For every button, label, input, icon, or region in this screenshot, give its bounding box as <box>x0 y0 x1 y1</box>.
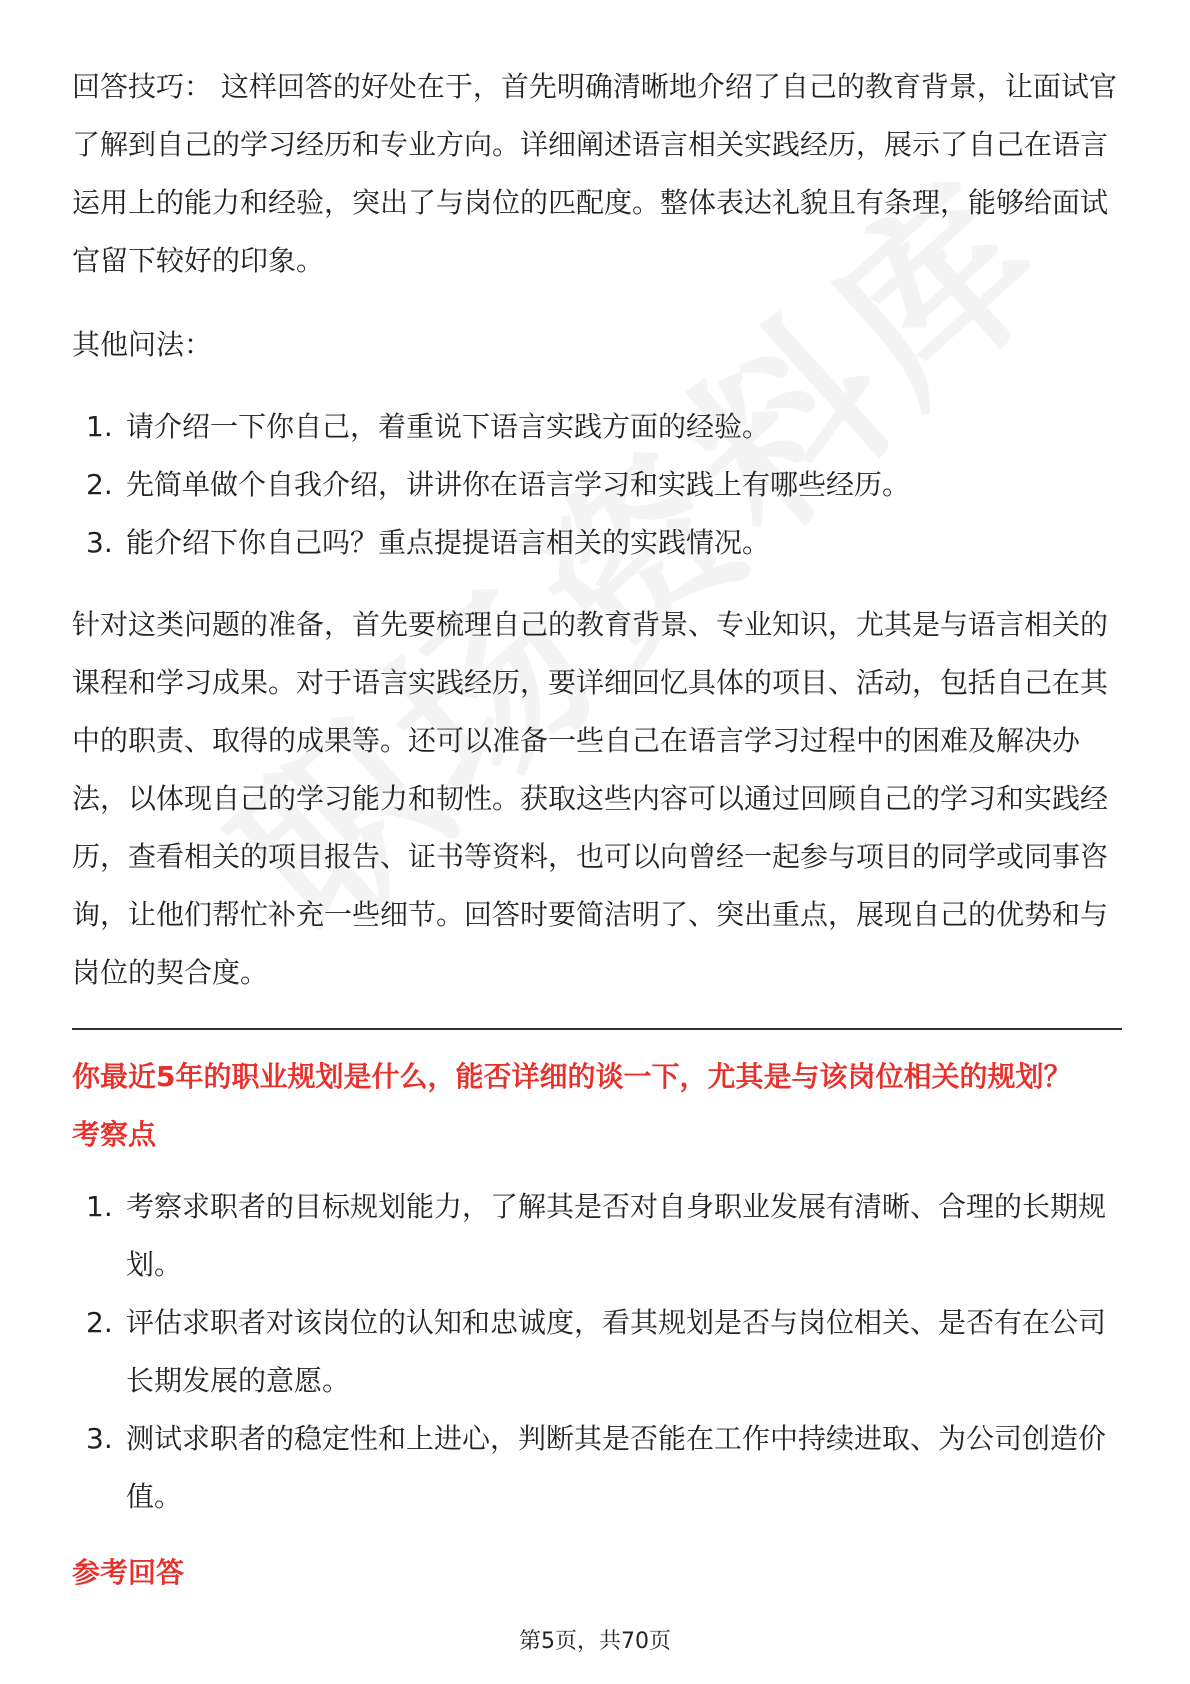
answer-tips-paragraph: 回答技巧： 这样回答的好处在于，首先明确清晰地介绍了自己的教育背景，让面试官了解到自己的学习经历和专业方向。详细阐述语言相关实践经历，展示了自己在语言运用上的能力和经验，突出了与岗位的匹配度。整体表达礼貌且有条理，能够给面试官留下较好的印象。 <box>72 70 1117 277</box>
list-item-text: 评估求职者对该岗位的认知和忠诚度，看其规划是否与岗位相关、是否有在公司长期发展的意愿。 <box>126 1306 1107 1397</box>
assessment-points-heading: 考察点 <box>72 1118 157 1151</box>
list-item-number: 3. <box>86 526 113 559</box>
list-item-number: 1. <box>86 1190 113 1223</box>
list-item <box>72 514 1122 572</box>
list-item <box>72 1410 1122 1526</box>
list-item-number: 2. <box>86 468 113 501</box>
assessment-points-list <box>72 1178 1122 1526</box>
list-item <box>72 1294 1122 1410</box>
other-questions-label: 其他问法： <box>72 328 213 361</box>
reference-answer-heading: 参考回答 <box>72 1556 185 1589</box>
list-item <box>72 398 1122 456</box>
page-number: 第5页，共70页 <box>519 1629 671 1654</box>
list-item-text: 请介绍一下你自己，着重说下语言实践方面的经验。 <box>126 410 771 443</box>
list-item-text: 考察求职者的目标规划能力，了解其是否对自身职业发展有清晰、合理的长期规划。 <box>126 1190 1107 1281</box>
preparation-paragraph: 针对这类问题的准备，首先要梳理自己的教育背景、专业知识，尤其是与语言相关的课程和学习成果。对于语言实践经历，要详细回忆具体的项目、活动，包括自己在其中的职责、取得的成果等。还可以准备一些自己在语言学习过程中的困难及解决办法，以体现自己的学习能力和韧性。获取这些内容可以通过回顾自己的学习和实践经历，查看相关的项目报告、证书等资料，也可以向曾经一起参与项目的同学或同事咨询，让他们帮忙补充一些细节。回答时要简洁明了、突出重点，展现自己的优势和与岗位的契合度。 <box>72 608 1109 989</box>
list-item-number: 2. <box>86 1306 113 1339</box>
list-item-number: 3. <box>86 1422 113 1455</box>
list-item-text: 能介绍下你自己吗？重点提提语言相关的实践情况。 <box>126 526 771 559</box>
list-item-text: 先简单做个自我介绍，讲讲你在语言学习和实践上有哪些经历。 <box>126 468 911 501</box>
list-item <box>72 456 1122 514</box>
section-divider <box>72 1028 1122 1030</box>
list-item-number: 1. <box>86 410 113 443</box>
question-title: 你最近5年的职业规划是什么，能否详细的谈一下，尤其是与该岗位相关的规划？ <box>72 1060 1072 1093</box>
list-item-text: 测试求职者的稳定性和上进心，判断其是否能在工作中持续进取、为公司创造价值。 <box>126 1422 1107 1513</box>
other-questions-list <box>72 398 1122 572</box>
document-body <box>72 58 1122 1616</box>
list-item <box>72 1178 1122 1294</box>
